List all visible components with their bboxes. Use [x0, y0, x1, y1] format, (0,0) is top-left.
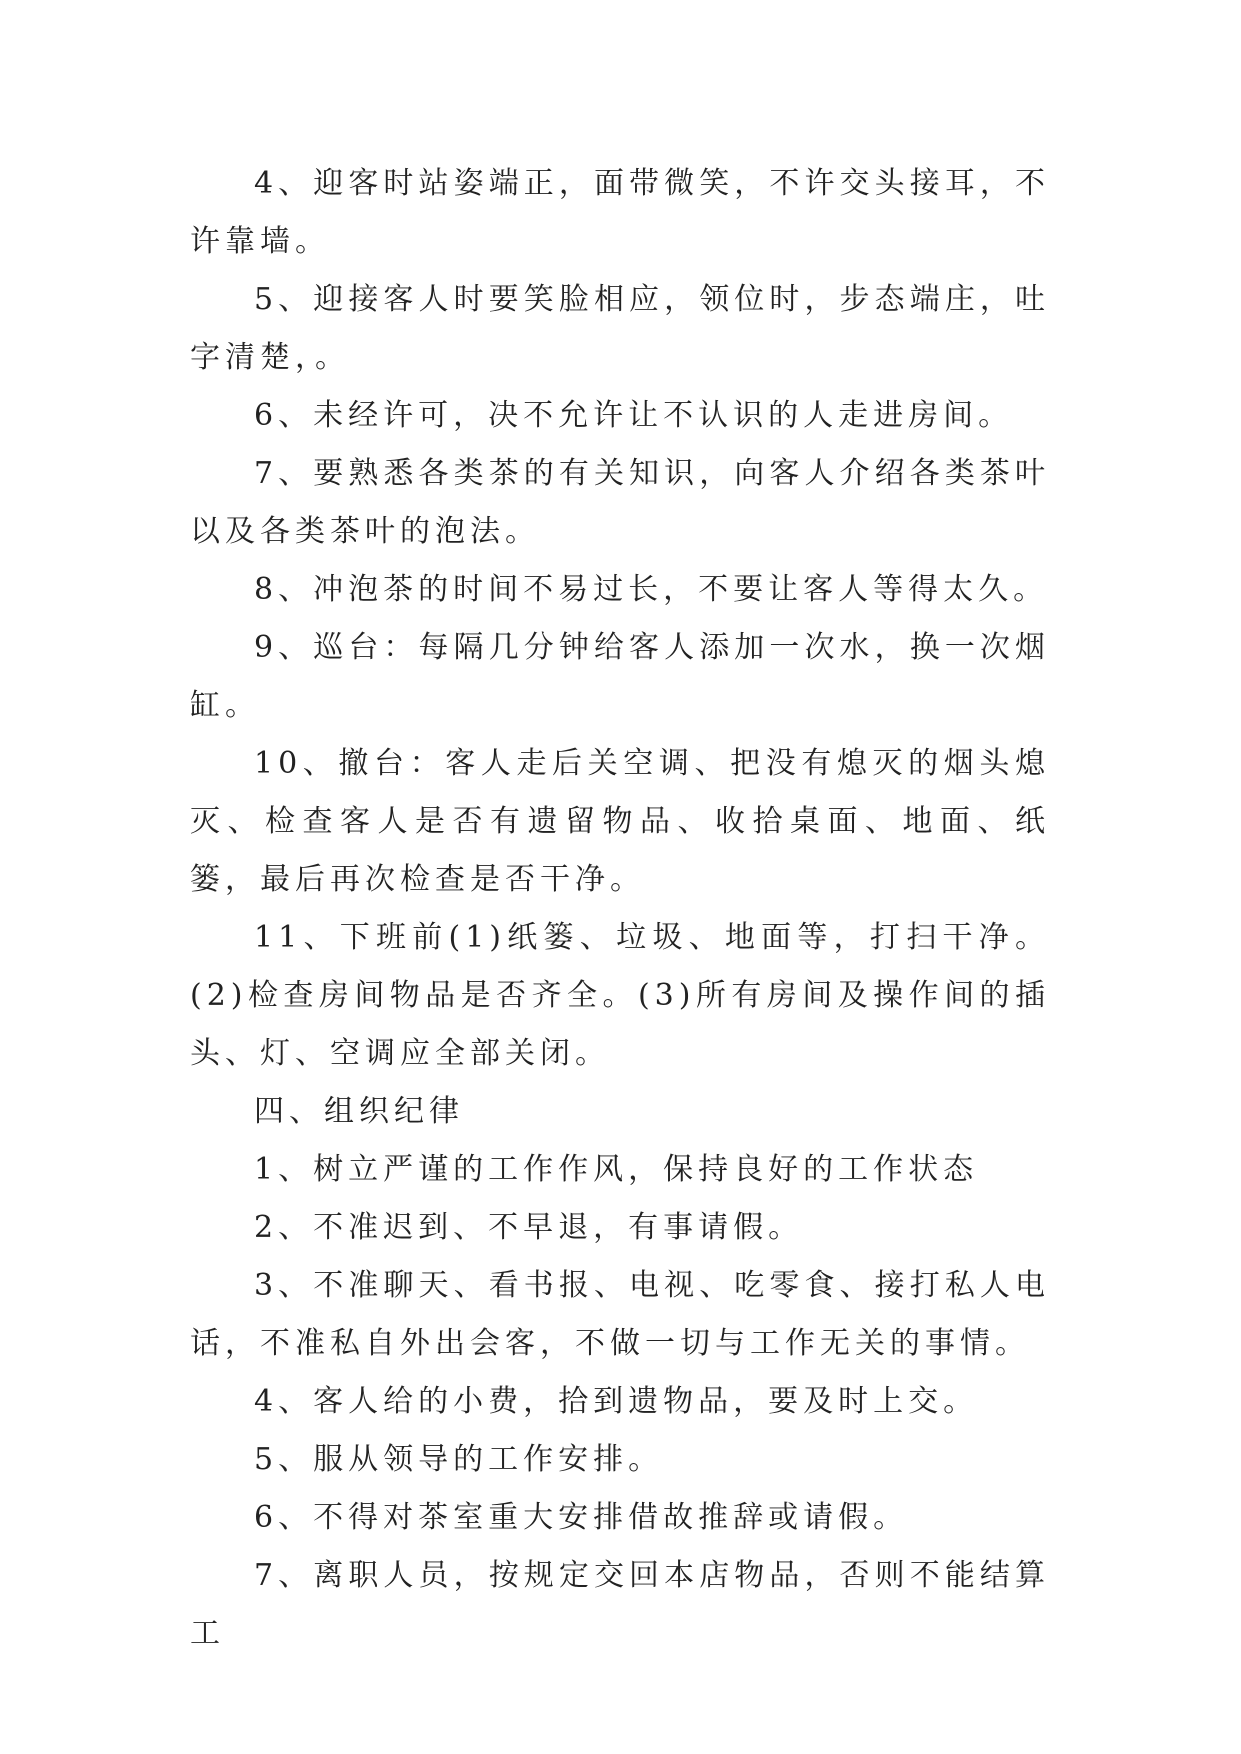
paragraph: 7、离职人员，按规定交回本店物品，否则不能结算工 — [190, 1558, 1050, 1651]
paragraph: 1、树立严谨的工作作风，保持良好的工作状态 — [254, 1152, 979, 1187]
paragraph: 9、巡台：每隔几分钟给客人添加一次水，换一次烟缸。 — [190, 630, 1050, 723]
paragraph: 8、冲泡茶的时间不易过长，不要让客人等得太久。 — [254, 572, 1049, 607]
paragraph: 6、不得对茶室重大安排借故推辞或请假。 — [254, 1500, 909, 1535]
paragraph: 6、未经许可，决不允许让不认识的人走进房间。 — [254, 398, 1014, 433]
paragraph: 11、下班前(1)纸篓、垃圾、地面等，打扫干净。(2)检查房间物品是否齐全。(3)所有房间及操作间的插头、灯、空调应全部关闭。 — [190, 920, 1050, 1071]
paragraph: 5、迎接客人时要笑脸相应，领位时，步态端庄，吐字清楚，。 — [190, 282, 1050, 375]
paragraph: 7、要熟悉各类茶的有关知识，向客人介绍各类茶叶以及各类茶叶的泡法。 — [190, 456, 1050, 549]
paragraph: 4、迎客时站姿端正，面带微笑，不许交头接耳，不许靠墙。 — [190, 166, 1050, 259]
paragraph: 2、不准迟到、不早退，有事请假。 — [254, 1210, 804, 1245]
document-body — [190, 155, 1050, 1663]
section-heading: 四、组织纪律 — [254, 1094, 464, 1129]
paragraph: 10、撤台：客人走后关空调、把没有熄灭的烟头熄灭、检查客人是否有遗留物品、收拾桌面、地面、纸篓，最后再次检查是否干净。 — [190, 746, 1050, 897]
paragraph: 4、客人给的小费，拾到遗物品，要及时上交。 — [254, 1384, 979, 1419]
paragraph: 3、不准聊天、看书报、电视、吃零食、接打私人电话，不准私自外出会客，不做一切与工作无关的事情。 — [190, 1268, 1050, 1361]
paragraph: 5、服从领导的工作安排。 — [254, 1442, 664, 1477]
